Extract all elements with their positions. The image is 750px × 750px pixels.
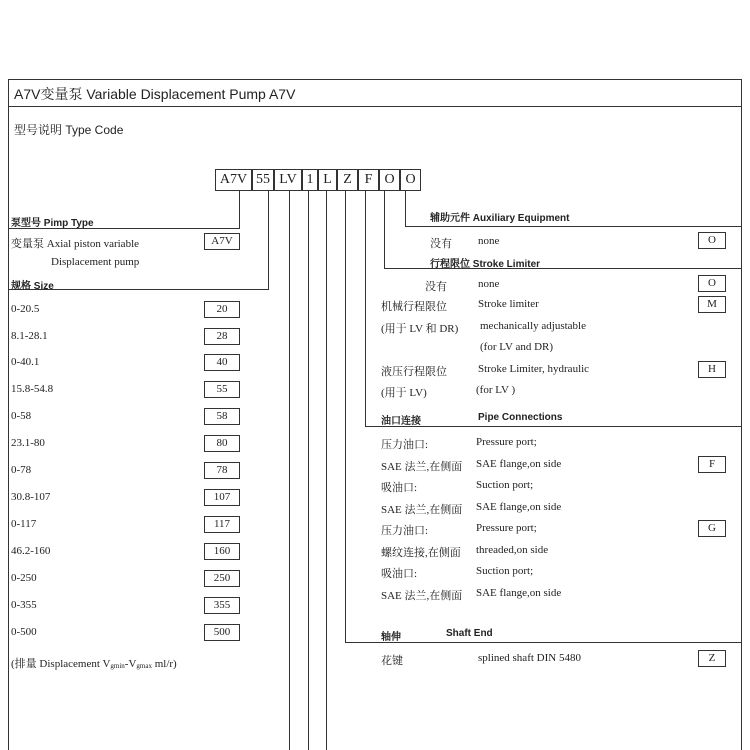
size-range: 0-355: [11, 599, 37, 611]
code-box-shaft: Z: [337, 169, 358, 191]
size-code: 78: [204, 462, 240, 479]
pipe-header-en: Pipe Connections: [478, 412, 563, 423]
size-range: 30.8-107: [11, 491, 51, 503]
pipe-f-sae2-cn: SAE 法兰,在侧面: [381, 504, 463, 516]
pump-type-line2: Displacement pump: [51, 256, 140, 268]
code-box-stroke: O: [379, 169, 400, 191]
stroke-none-code: O: [698, 275, 726, 292]
shaft-spline-cn: 花键: [381, 655, 403, 667]
pipe-f-sae-en: SAE flange,on side: [476, 458, 562, 470]
size-code: 355: [204, 597, 240, 614]
size-code: 58: [204, 408, 240, 425]
size-range: 0-40.1: [11, 356, 40, 368]
size-code: 117: [204, 516, 240, 533]
pipe-f-code: F: [698, 456, 726, 473]
size-range: 8.1-28.1: [11, 330, 48, 342]
pipe-g-thread-en: threaded,on side: [476, 544, 549, 556]
connector-control-1: [289, 191, 290, 750]
shaft-spline-en: splined shaft DIN 5480: [478, 652, 581, 664]
shaft-header-cn: 轴伸: [381, 632, 401, 643]
aux-header: 辅助元件 Auxiliary Equipment: [430, 213, 570, 224]
pipe-f-sae2-en: SAE flange,on side: [476, 501, 562, 513]
size-code: 40: [204, 354, 240, 371]
size-code: 55: [204, 381, 240, 398]
footnote-suffix: ml/r): [151, 658, 177, 670]
pipe-f-pressure-cn: 压力油口:: [381, 439, 429, 451]
connector-control-2: [308, 191, 309, 750]
footnote-sub-min: gmin: [110, 662, 125, 670]
connector-aux: [405, 191, 406, 227]
size-range: 23.1-80: [11, 437, 45, 449]
connector-pump: [239, 191, 240, 229]
pipe-f-sae-cn: SAE 法兰,在侧面: [381, 461, 463, 473]
stroke-hyd-en1: Stroke Limiter, hydraulic: [478, 363, 590, 375]
size-range: 0-500: [11, 626, 37, 638]
stroke-none-cn: 没有: [425, 281, 447, 293]
stroke-mech-cn1: 机械行程限位: [381, 301, 447, 313]
title-divider: [8, 106, 742, 107]
size-code: 250: [204, 570, 240, 587]
pipe-g-thread-cn: 螺纹连接,在侧面: [381, 547, 461, 559]
size-code: 500: [204, 624, 240, 641]
size-code: 28: [204, 328, 240, 345]
aux-none-cn: 没有: [430, 238, 452, 250]
size-range: 0-20.5: [11, 303, 40, 315]
pump-type-code: A7V: [204, 233, 240, 250]
aux-none-en: none: [478, 235, 500, 247]
pipe-header-cn: 油口连接: [381, 416, 421, 427]
stroke-mech-en2: mechanically adjustable: [480, 320, 586, 332]
shaft-header-en: Shaft End: [446, 628, 493, 639]
frame-left: [8, 79, 9, 750]
connector-rotation: [326, 191, 327, 750]
pipe-g-pressure-cn: 压力油口:: [381, 525, 429, 537]
size-range: 0-117: [11, 518, 37, 530]
stroke-mech-en3: (for LV and DR): [480, 341, 554, 353]
footnote-sub-max: gmax: [136, 662, 152, 670]
size-header: 规格 Size: [11, 281, 54, 292]
pipe-f-pressure-en: Pressure port;: [476, 436, 537, 448]
stroke-mech-cn2: (用于 LV 和 DR): [381, 323, 459, 335]
pipe-g-suction-cn: 吸油口:: [381, 568, 418, 580]
code-box-size: 55: [252, 169, 274, 191]
stroke-hyd-code: H: [698, 361, 726, 378]
connector-shaft: [345, 191, 346, 643]
size-code: 20: [204, 301, 240, 318]
size-code: 80: [204, 435, 240, 452]
pipe-g-sae-en: SAE flange,on side: [476, 587, 562, 599]
connector-pipe: [365, 191, 366, 427]
pipe-g-sae-cn: SAE 法兰,在侧面: [381, 590, 463, 602]
pump-type-line1: 变量泵 Axial piston variable: [11, 238, 140, 250]
connector-stroke: [384, 191, 385, 269]
stroke-header: 行程限位 Stroke Limiter: [430, 259, 541, 270]
shaft-code: Z: [698, 650, 726, 667]
page-title: A7V变量泵 Variable Displacement Pump A7V: [14, 86, 296, 102]
aux-code: O: [698, 232, 726, 249]
pipe-header-line: [365, 426, 741, 427]
code-box-series: 1: [302, 169, 318, 191]
code-box-aux: O: [400, 169, 421, 191]
aux-header-line: [405, 226, 741, 227]
code-box-rotation: L: [318, 169, 337, 191]
size-range: 0-78: [11, 464, 32, 476]
pipe-f-suction-cn: 吸油口:: [381, 482, 418, 494]
frame-top: [8, 79, 742, 80]
size-footnote: [11, 655, 177, 671]
pipe-g-code: G: [698, 520, 726, 537]
stroke-mech-code: M: [698, 296, 726, 313]
footnote-prefix: (排量 Displacement V: [11, 658, 111, 670]
pipe-f-suction-en: Suction port;: [476, 479, 534, 491]
code-box-a7v: A7V: [215, 169, 252, 191]
footnote-mid: -V: [124, 658, 137, 670]
size-range: 0-58: [11, 410, 32, 422]
size-code: 107: [204, 489, 240, 506]
size-range: 0-250: [11, 572, 37, 584]
stroke-mech-en1: Stroke limiter: [478, 298, 539, 310]
code-box-control: LV: [274, 169, 302, 191]
stroke-none-en: none: [478, 278, 500, 290]
stroke-hyd-cn1: 液压行程限位: [381, 366, 447, 378]
stroke-hyd-en2: (for LV ): [476, 384, 516, 396]
pipe-g-pressure-en: Pressure port;: [476, 522, 537, 534]
shaft-header-line: [345, 642, 741, 643]
size-code: 160: [204, 543, 240, 560]
code-box-pipe: F: [358, 169, 379, 191]
frame-right: [741, 79, 742, 750]
size-range: 15.8-54.8: [11, 383, 54, 395]
size-range: 46.2-160: [11, 545, 51, 557]
pump-type-header: 泵型号 Pimp Type: [11, 218, 94, 229]
pipe-g-suction-en: Suction port;: [476, 565, 534, 577]
connector-size: [268, 191, 269, 290]
stroke-hyd-cn2: (用于 LV): [381, 387, 427, 399]
page-subtitle: 型号说明 Type Code: [14, 123, 124, 137]
